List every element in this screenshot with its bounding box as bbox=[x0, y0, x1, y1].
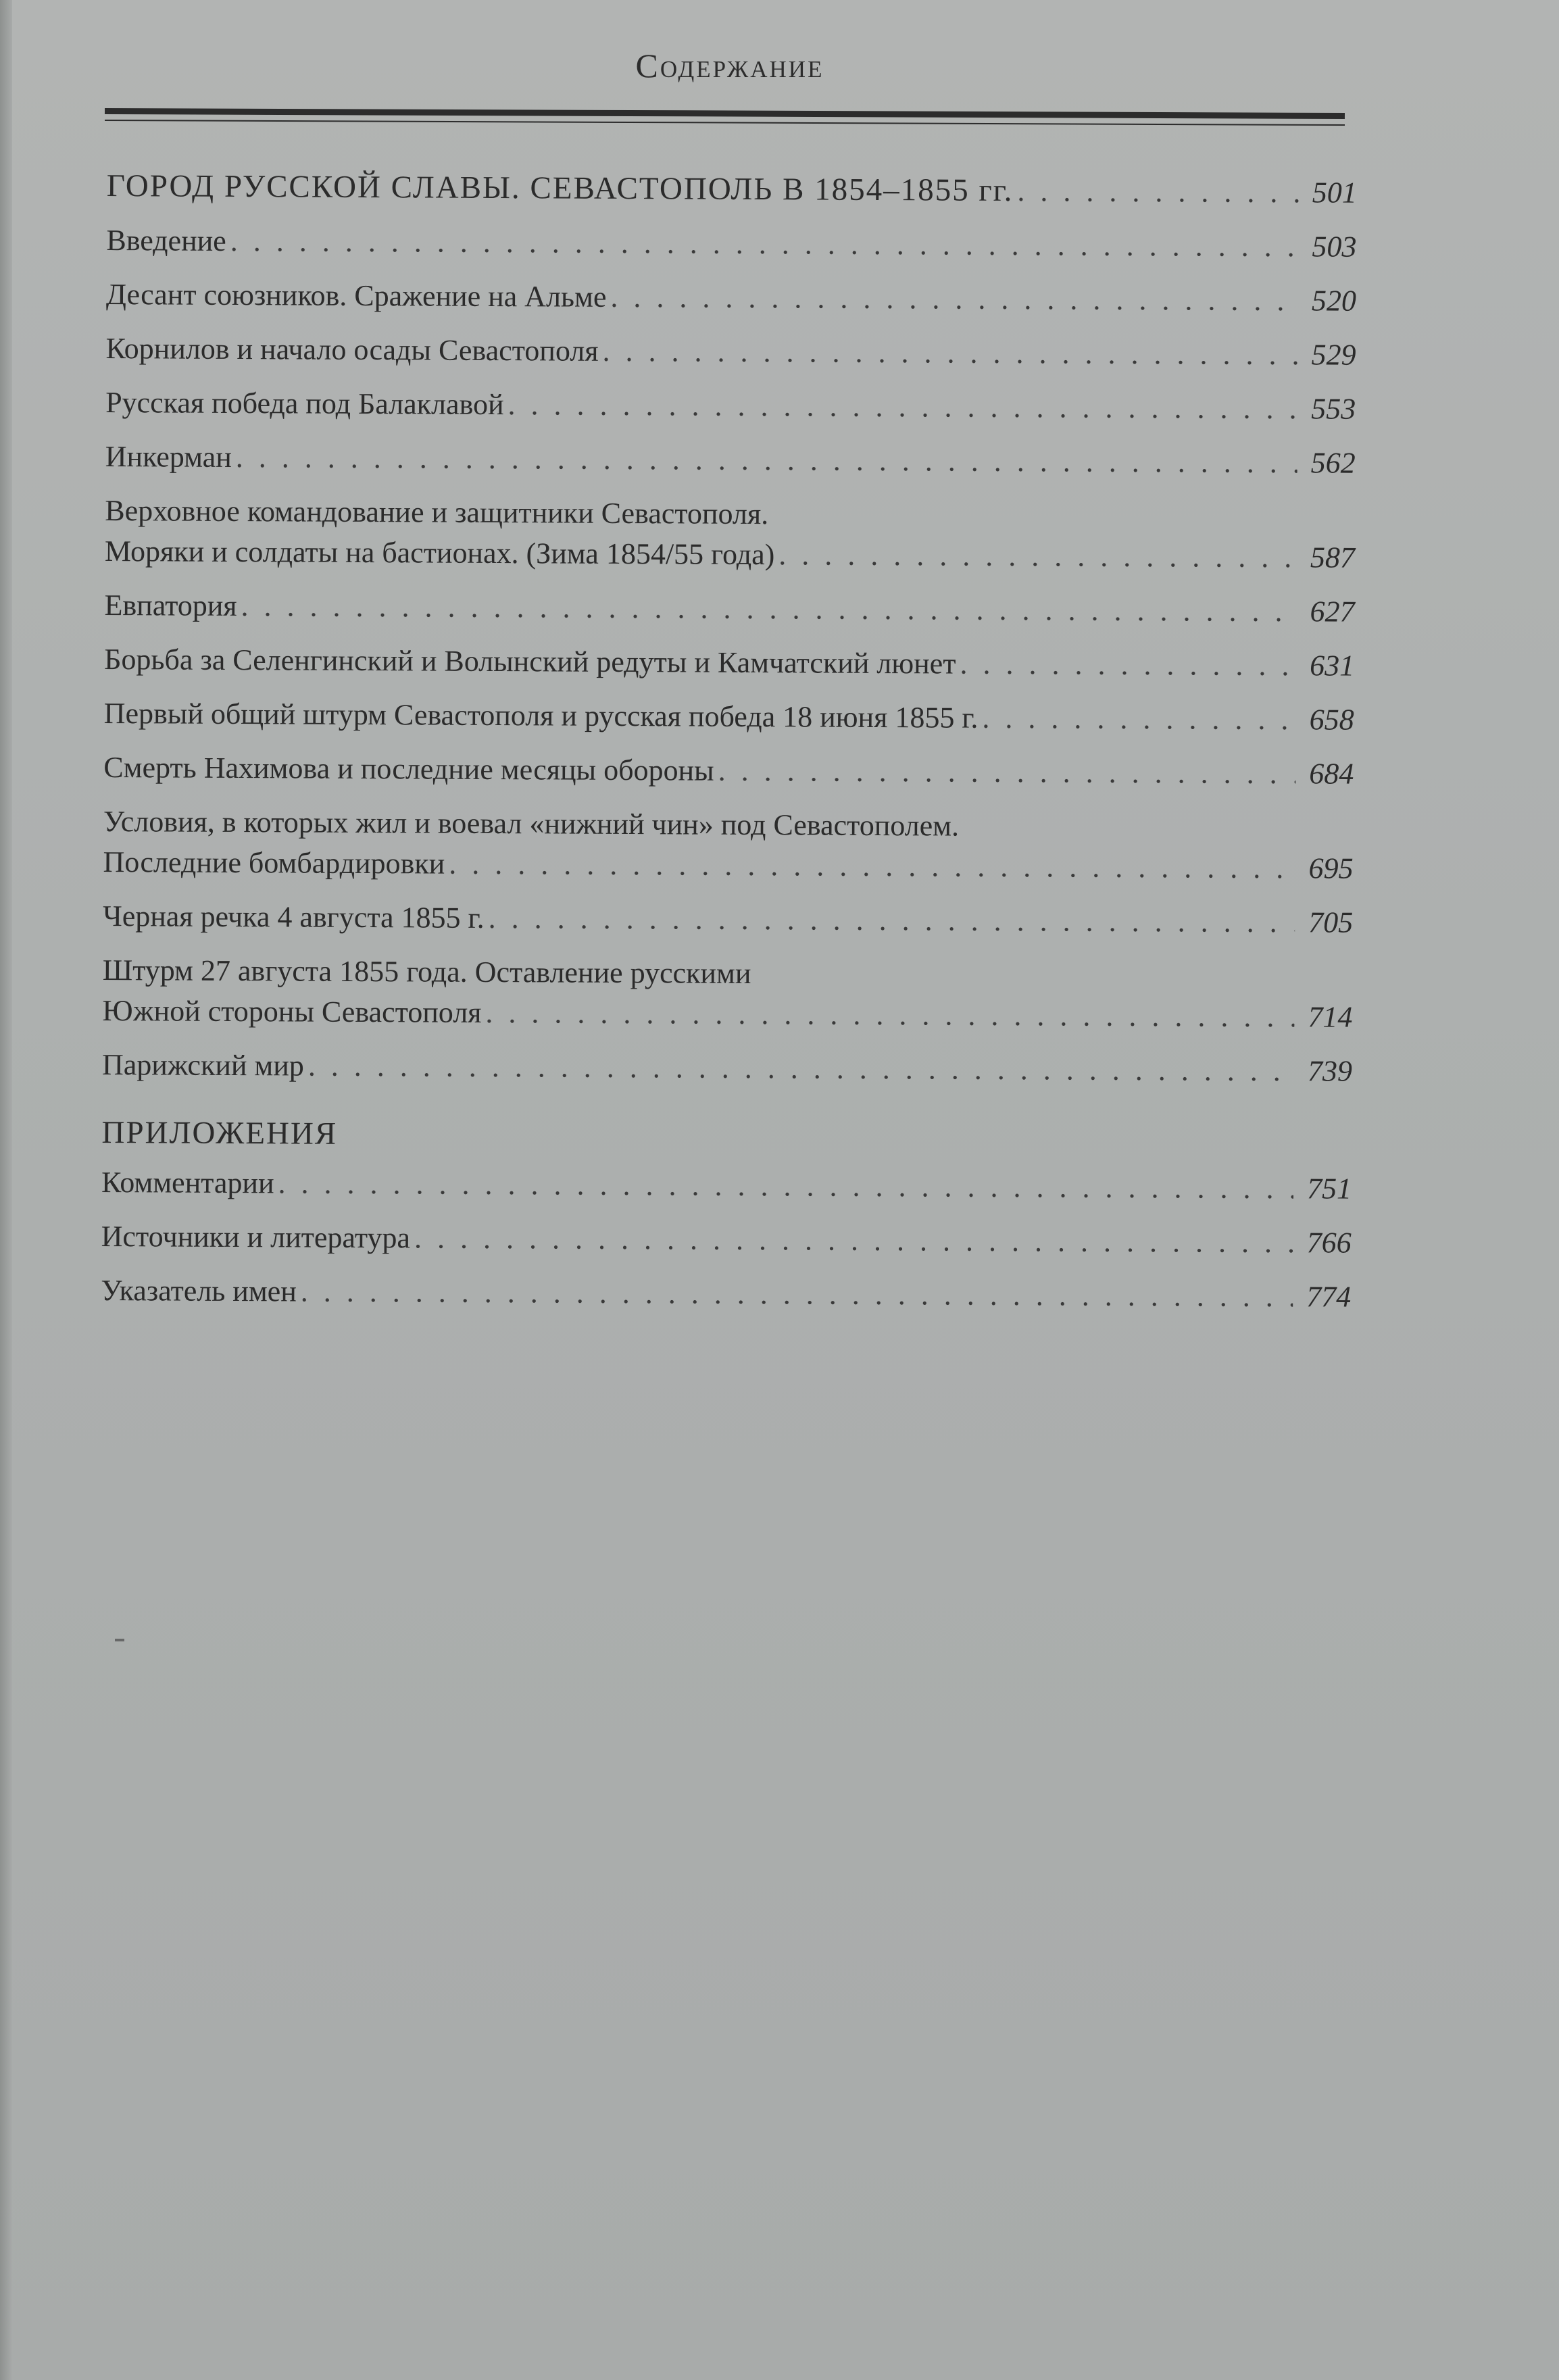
page-number: 695 bbox=[1308, 851, 1354, 885]
page-number: 774 bbox=[1306, 1280, 1352, 1314]
dot-leader bbox=[230, 221, 1299, 267]
toc-entry bbox=[106, 220, 1356, 268]
dot-leader bbox=[982, 698, 1296, 740]
page-number: 714 bbox=[1308, 1000, 1353, 1034]
dot-leader bbox=[508, 385, 1297, 429]
toc-entry bbox=[103, 747, 1354, 795]
toc-entry-two-line bbox=[102, 950, 1353, 1038]
entry-title: Южной стороны Севастополя bbox=[102, 993, 482, 1029]
page-number: 520 bbox=[1311, 284, 1357, 318]
page-number: 739 bbox=[1307, 1054, 1353, 1088]
entry-title-line1: Условия, в которых жил и воевал «нижний чин» под Севастополем. bbox=[103, 804, 960, 843]
toc-entry bbox=[106, 274, 1356, 322]
entry-title: Введение bbox=[106, 223, 226, 257]
toc-appendix-entry bbox=[101, 1270, 1351, 1318]
page-number: 562 bbox=[1310, 446, 1356, 480]
dot-leader bbox=[278, 1163, 1293, 1209]
dot-leader bbox=[718, 751, 1296, 794]
toc-entry bbox=[105, 437, 1356, 484]
dot-leader bbox=[489, 898, 1295, 943]
entry-title: Парижский мир bbox=[101, 1047, 305, 1083]
toc-entry bbox=[104, 639, 1354, 687]
entry-title: Десант союзников. Сражение на Альме bbox=[105, 277, 607, 314]
dot-leader bbox=[1017, 171, 1299, 213]
entry-title: Моряки и солдаты на бастионах. (Зима 1854/55 года) bbox=[104, 534, 775, 572]
entry-title: Корнилов и начало осады Севастополя bbox=[105, 331, 599, 368]
dot-leader bbox=[602, 331, 1297, 375]
page-number: 503 bbox=[1312, 230, 1357, 264]
entry-title: Инкерман bbox=[105, 439, 232, 474]
header-rule-thick bbox=[105, 108, 1345, 119]
page-number: 705 bbox=[1308, 906, 1354, 939]
dot-leader bbox=[610, 277, 1298, 321]
page-number: 751 bbox=[1306, 1172, 1352, 1206]
appendix-title: ПРИЛОЖЕНИЯ bbox=[101, 1114, 338, 1151]
toc-appendix-entry bbox=[101, 1162, 1352, 1210]
page-edge-shadow bbox=[0, 0, 12, 2380]
toc-entry bbox=[105, 382, 1356, 430]
stray-ink-mark bbox=[115, 1639, 124, 1641]
dot-leader bbox=[960, 644, 1296, 687]
dot-leader bbox=[308, 1046, 1294, 1092]
dot-leader bbox=[236, 437, 1297, 483]
toc-entry-two-line bbox=[105, 491, 1356, 578]
entry-title: Комментарии bbox=[101, 1165, 274, 1200]
page-number: 631 bbox=[1310, 649, 1355, 683]
entry-title: Смерть Нахимова и последние месяцы обороны bbox=[103, 750, 714, 787]
entry-title: Указатель имен bbox=[101, 1273, 297, 1308]
toc-entry-two-line bbox=[103, 801, 1354, 889]
page-number: 529 bbox=[1311, 338, 1356, 372]
entry-title: Черная речка 4 августа 1855 г. bbox=[103, 899, 485, 935]
table-of-contents bbox=[101, 166, 1357, 1331]
entry-title: Последние бомбардировки bbox=[103, 845, 445, 881]
dot-leader bbox=[449, 844, 1295, 889]
page-number: 553 bbox=[1311, 392, 1356, 426]
entry-title-line1: Верховное командование и защитники Севастополя. bbox=[105, 493, 769, 531]
page-number: 627 bbox=[1310, 595, 1355, 628]
toc-part-entry bbox=[107, 166, 1357, 214]
entry-title: Первый общий штурм Севастополя и русская победа 18 июня 1855 г. bbox=[103, 696, 979, 735]
toc-entry bbox=[105, 328, 1356, 376]
dot-leader bbox=[241, 586, 1296, 632]
toc-entry bbox=[103, 896, 1353, 943]
entry-title: Русская победа под Балаклавой bbox=[105, 385, 504, 422]
toc-entry bbox=[102, 1045, 1352, 1092]
page-number: 501 bbox=[1312, 176, 1357, 209]
toc-appendix-entry bbox=[101, 1216, 1352, 1264]
toc-entry bbox=[104, 693, 1354, 741]
entry-title-line1: Штурм 27 августа 1855 года. Оставление русскими bbox=[102, 953, 751, 991]
entry-title: Евпатория bbox=[104, 588, 237, 623]
page-number: 658 bbox=[1309, 703, 1354, 737]
header-rule-thin bbox=[105, 120, 1345, 126]
dot-leader bbox=[778, 535, 1297, 578]
toc-entry bbox=[104, 585, 1354, 633]
page-number: 766 bbox=[1306, 1226, 1352, 1260]
page-number: 684 bbox=[1309, 757, 1354, 791]
dot-leader bbox=[485, 993, 1294, 1037]
entry-title: Источники и литература bbox=[101, 1219, 411, 1255]
part-title: ГОРОД РУССКОЙ СЛАВЫ. СЕВАСТОПОЛЬ В 1854–1855 гг. bbox=[106, 168, 1014, 209]
dot-leader bbox=[301, 1272, 1293, 1318]
entry-title: Борьба за Селенгинский и Волынский редуты и Камчатский люнет bbox=[104, 642, 956, 680]
dot-leader bbox=[414, 1218, 1293, 1263]
page-number: 587 bbox=[1310, 541, 1356, 574]
running-head: Содержание bbox=[635, 47, 824, 84]
